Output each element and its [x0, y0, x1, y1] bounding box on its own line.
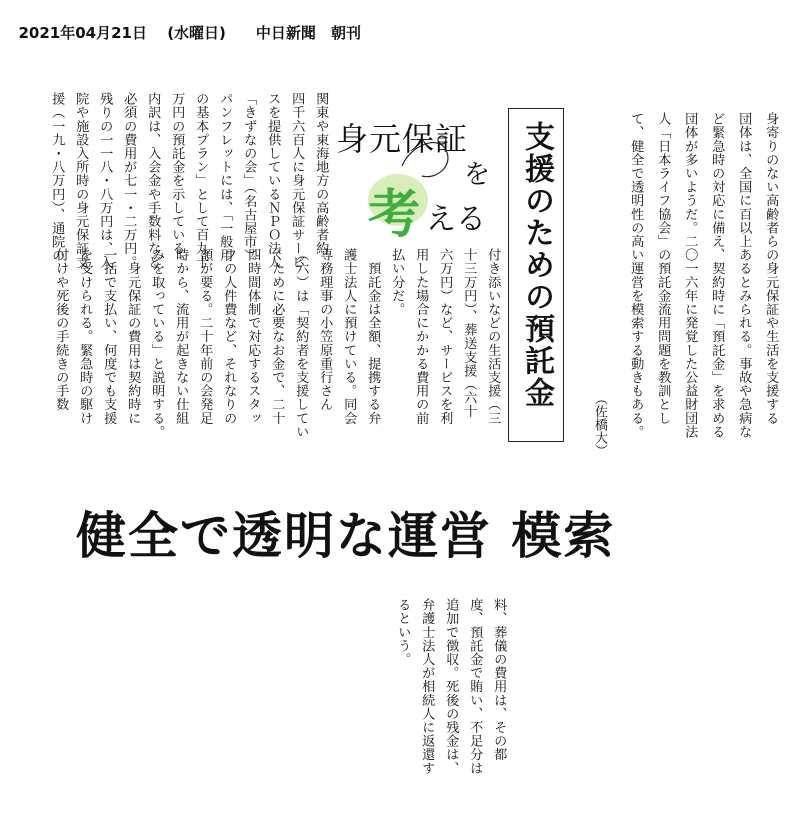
text-column: 料、葬儀の費用は、その都	[491, 598, 507, 762]
text-column: 額が要る。二十年前の会発足	[197, 248, 213, 425]
edition-label: 朝刊	[330, 24, 361, 42]
text-column: 付けや死後の手続きの手数	[53, 248, 69, 412]
logo-kana: える	[426, 202, 486, 237]
masthead	[8, 4, 361, 43]
issue-date: 2021年04月21日	[18, 24, 147, 42]
text-column: 団体は、全国に百以上あるとみられる。事故や急病な	[736, 112, 752, 439]
text-column: 十三万円）、葬送支援（六十	[461, 248, 477, 419]
text-column: 四千六百人に身元保証サービ	[289, 92, 305, 269]
logo-particle: を	[464, 160, 491, 190]
text-column: パンフレットには、「一般用	[217, 92, 233, 263]
text-column: 「きずなの会」（名古屋市）。	[241, 92, 257, 270]
text-column: 時から、流用が起きない仕組	[173, 248, 189, 425]
text-column: フの人件費など、それなりの	[221, 248, 237, 425]
issue-weekday: (水曜日)	[167, 24, 226, 42]
text-column: 団体が多いようだ。二〇一六年に発覚した公益財団法	[682, 112, 698, 439]
text-column: みを取っている」と説明する。	[149, 248, 165, 439]
text-column: 度、預託金で賄い、不足分は	[467, 598, 483, 775]
text-column: スを提供しているＮＰＯ法人	[265, 92, 281, 269]
text-column: の基本プラン」として百九十	[193, 92, 209, 269]
text-column: ど緊急時の対応に備え、契約時に「預託金」を求める	[709, 112, 725, 439]
series-logo	[318, 110, 498, 245]
headline: 健全で透明な運営 模索	[76, 506, 616, 565]
byline: （佐橋大）	[592, 392, 607, 457]
text-column: （六）は「契約者を支援してい	[293, 248, 309, 439]
text-column: 付き添いなどの生活支援（三	[485, 248, 501, 425]
text-column: て、健全で透明性の高い運営を模索する動きもある。	[628, 112, 644, 439]
text-column: 用した場合にかかる費用の前	[413, 248, 429, 425]
text-column: 四時間体制で対応するスタッ	[245, 248, 261, 425]
text-column: るという。	[395, 598, 411, 666]
text-column: 六万円）など、サービスを利	[437, 248, 453, 425]
logo-kanji: 考	[368, 184, 421, 245]
text-column: を受けられる。緊急時の駆け	[77, 248, 93, 425]
text-column: 身寄りのない高齢者らの身元保証や生活を支援する	[763, 112, 779, 425]
text-column: 万円の預託金を示している。	[169, 92, 185, 269]
text-column: くために必要なお金で、二十	[269, 248, 285, 425]
text-column: 院や施設入所時の身元保証支	[73, 92, 89, 269]
text-column: 人「日本ライフ協会」の預託金流用問題を教訓とし	[655, 112, 671, 425]
text-column: 関東や東海地方の高齢者約	[313, 92, 329, 256]
text-column: 追加で徴収。死後の残金は、	[443, 598, 459, 775]
text-column: 一括で支払い、何度でも支援	[101, 248, 117, 425]
text-column: 弁護士法人が相続人に返還す	[419, 598, 435, 775]
text-column: 預託金は全額、提携する弁	[365, 248, 381, 425]
text-column: 残りの一一八・八万円は、入	[97, 92, 113, 269]
newspaper-name: 中日新聞	[255, 24, 316, 42]
text-column: 払い分だ。	[389, 248, 405, 316]
subheading-box	[508, 108, 564, 442]
logo-title: 身元保証	[336, 120, 469, 158]
text-column: 専務理事の小笠原重行さん	[317, 248, 333, 412]
text-column: 身元保証の費用は契約時に	[125, 248, 141, 425]
text-column: 内訳は、入会金や手数料など	[145, 92, 161, 269]
text-column: 必須の費用が七一・二万円。	[121, 92, 137, 269]
text-column: 護士法人に預けている。同会	[341, 248, 357, 425]
subheading: 支援のための預託金	[519, 121, 554, 409]
text-column: 援（一九・八万円）、通院の	[49, 92, 65, 263]
